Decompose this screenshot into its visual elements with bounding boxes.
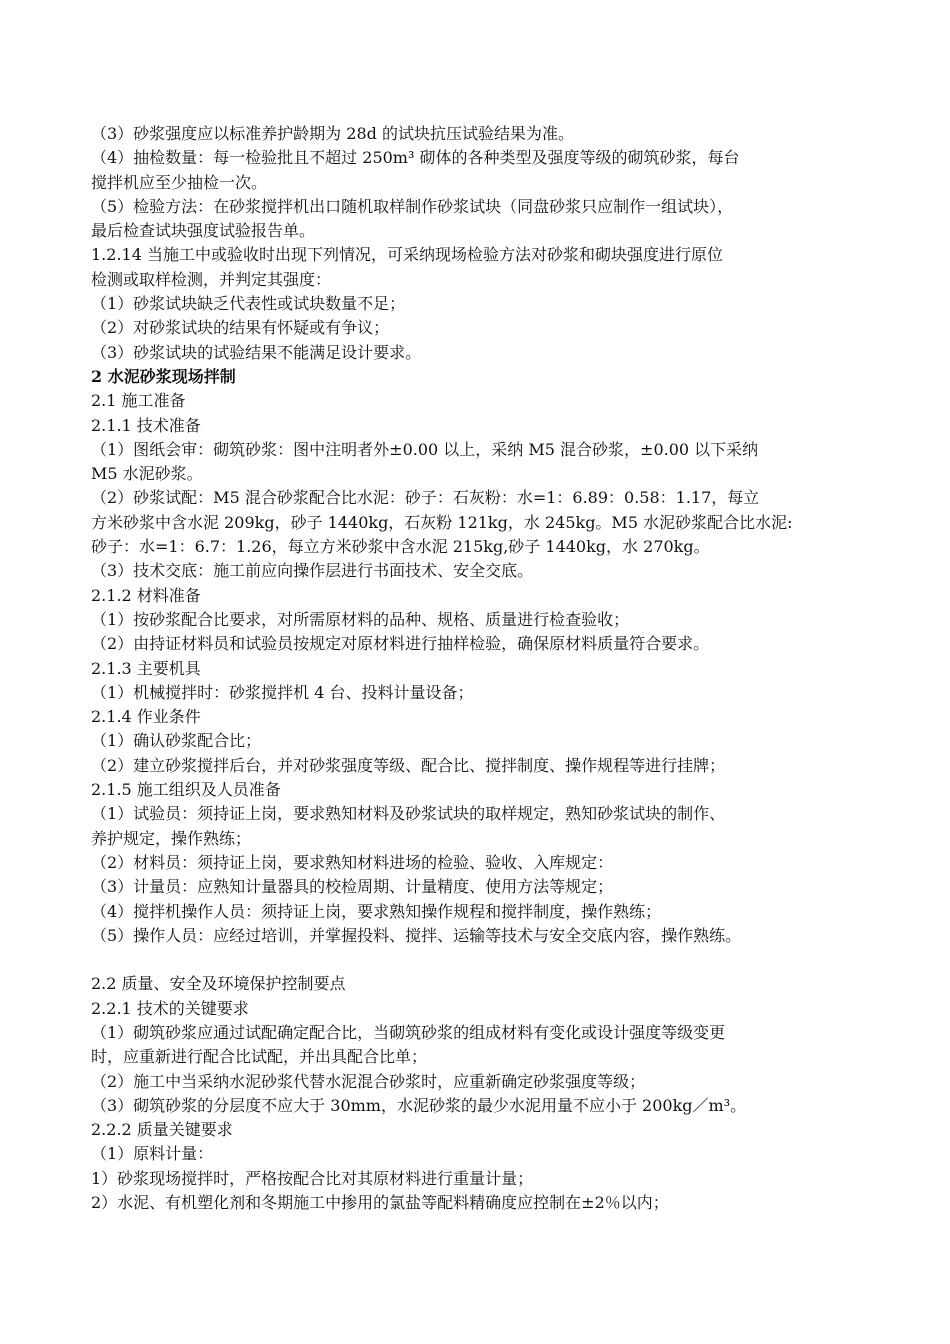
- text-line: （2）由持证材料员和试验员按规定对原材料进行抽样检验，确保原材料质量符合要求。: [91, 634, 710, 654]
- text-line: （1）机械搅拌时：砂浆搅拌机 4 台、投料计量设备；: [91, 682, 474, 702]
- blank-line: [91, 948, 881, 972]
- text-line: （5）操作人员：应经过培训，并掌握投料、搅拌、运输等技术与安全交底内容，操作熟练。: [91, 925, 742, 945]
- text-line: 养护规定，操作熟练；: [91, 828, 252, 848]
- text-line: （1）原料计量：: [91, 1144, 214, 1164]
- subsection-heading: 2.1.5 施工组织及人员准备: [91, 780, 281, 800]
- subsection-heading: 2.1.4 作业条件: [91, 707, 201, 727]
- text-line: （3）砌筑砂浆的分层度不应大于 30mm，水泥砂浆的最少水泥用量不应小于 200kg／m³。: [91, 1095, 747, 1115]
- subsection-heading: 2.1.3 主要机具: [91, 658, 201, 678]
- text-line: （3）砂浆强度应以标准养护龄期为 28d 的试块抗压试验结果为准。: [91, 124, 574, 143]
- text-line: （2）施工中当采纳水泥砂浆代替水泥混合砂浆时，应重新确定砂浆强度等级；: [91, 1071, 646, 1091]
- subsection-heading: 2.2.1 技术的关键要求: [91, 998, 249, 1018]
- text-line: （2）建立砂浆搅拌后台，并对砂浆强度等级、配合比、搅拌制度、操作规程等进行挂牌；: [91, 755, 726, 775]
- document-page: [91, 122, 881, 1215]
- text-line: （1）图纸会审：砌筑砂浆：图中注明者外±0.00 以上，采纳 M5 混合砂浆，±0.00 以下采纳: [91, 439, 759, 459]
- section-heading: 2 水泥砂浆现场拌制: [91, 366, 236, 386]
- text-line: 最后检查试块强度试验报告单。: [91, 221, 316, 241]
- text-line: 时，应重新进行配合比试配，并出具配合比单；: [91, 1047, 428, 1067]
- text-line: M5 水泥砂浆。: [91, 464, 203, 484]
- text-line: （1）试验员：须持证上岗，要求熟知材料及砂浆试块的取样规定，熟知砂浆试块的制作、: [91, 804, 726, 824]
- text-line: （2）材料员：须持证上岗，要求熟知材料进场的检验、验收、入库规定：: [91, 852, 614, 872]
- text-line: （4）抽检数量：每一检验批且不超过 250m³ 砌体的各种类型及强度等级的砌筑砂浆，每台: [91, 148, 740, 168]
- text-line: 1）砂浆现场搅拌时，严格按配合比对其原材料进行重量计量；: [91, 1168, 534, 1188]
- text-line: 1.2.14 当施工中或验收时出现下列情况，可采纳现场检验方法对砂浆和砌块强度进行原位: [91, 245, 723, 265]
- text-line: 砂子：水=1：6.7：1.26，每立方米砂浆中含水泥 215kg,砂子 1440kg，水 270kg。: [91, 537, 710, 557]
- subsection-heading: 2.1.1 技术准备: [91, 415, 201, 435]
- text-line: （1）按砂浆配合比要求，对所需原材料的品种、规格、质量进行检查验收；: [91, 609, 630, 629]
- text-line: （3）计量员：应熟知计量器具的校检周期、计量精度、使用方法等规定；: [91, 877, 614, 897]
- text-line: （4）搅拌机操作人员：须持证上岗，要求熟知操作规程和搅拌制度，操作熟练；: [91, 901, 662, 921]
- subsection-heading: 2.1.2 材料准备: [91, 585, 201, 605]
- text-line: （1）确认砂浆配合比；: [91, 731, 262, 751]
- text-line: （1）砂浆试块缺乏代表性或试块数量不足；: [91, 294, 406, 314]
- text-line: （5）检验方法：在砂浆搅拌机出口随机取样制作砂浆试块（同盘砂浆只应制作一组试块），: [91, 196, 734, 216]
- text-line: 检测或取样检测，并判定其强度：: [91, 269, 332, 289]
- subsection-heading: 2.2.2 质量关键要求: [91, 1120, 233, 1140]
- text-line: （2）对砂浆试块的结果有怀疑或有争议；: [91, 318, 390, 338]
- text-line: 方米砂浆中含水泥 209kg，砂子 1440kg，石灰粉 121kg，水 245kg。M5 水泥砂浆配合比水泥:: [91, 512, 793, 532]
- text-line: 2）水泥、有机塑化剂和冬期施工中掺用的氯盐等配料精确度应控制在±2％以内；: [91, 1193, 669, 1213]
- subsection-heading: 2.1 施工准备: [91, 391, 186, 411]
- text-line: （2）砂浆试配：M5 混合砂浆配合比水泥：砂子：石灰粉：水=1：6.89：0.58：1.17，每立: [91, 488, 760, 508]
- text-line: 搅拌机应至少抽检一次。: [91, 172, 268, 192]
- text-line: （3）砂浆试块的试验结果不能满足设计要求。: [91, 342, 422, 362]
- text-line: （1）砌筑砂浆应通过试配确定配合比，当砌筑砂浆的组成材料有变化或设计强度等级变更: [91, 1022, 726, 1042]
- text-line: （3）技术交底：施工前应向操作层进行书面技术、安全交底。: [91, 561, 534, 581]
- subsection-heading: 2.2 质量、安全及环境保护控制要点: [91, 974, 346, 994]
